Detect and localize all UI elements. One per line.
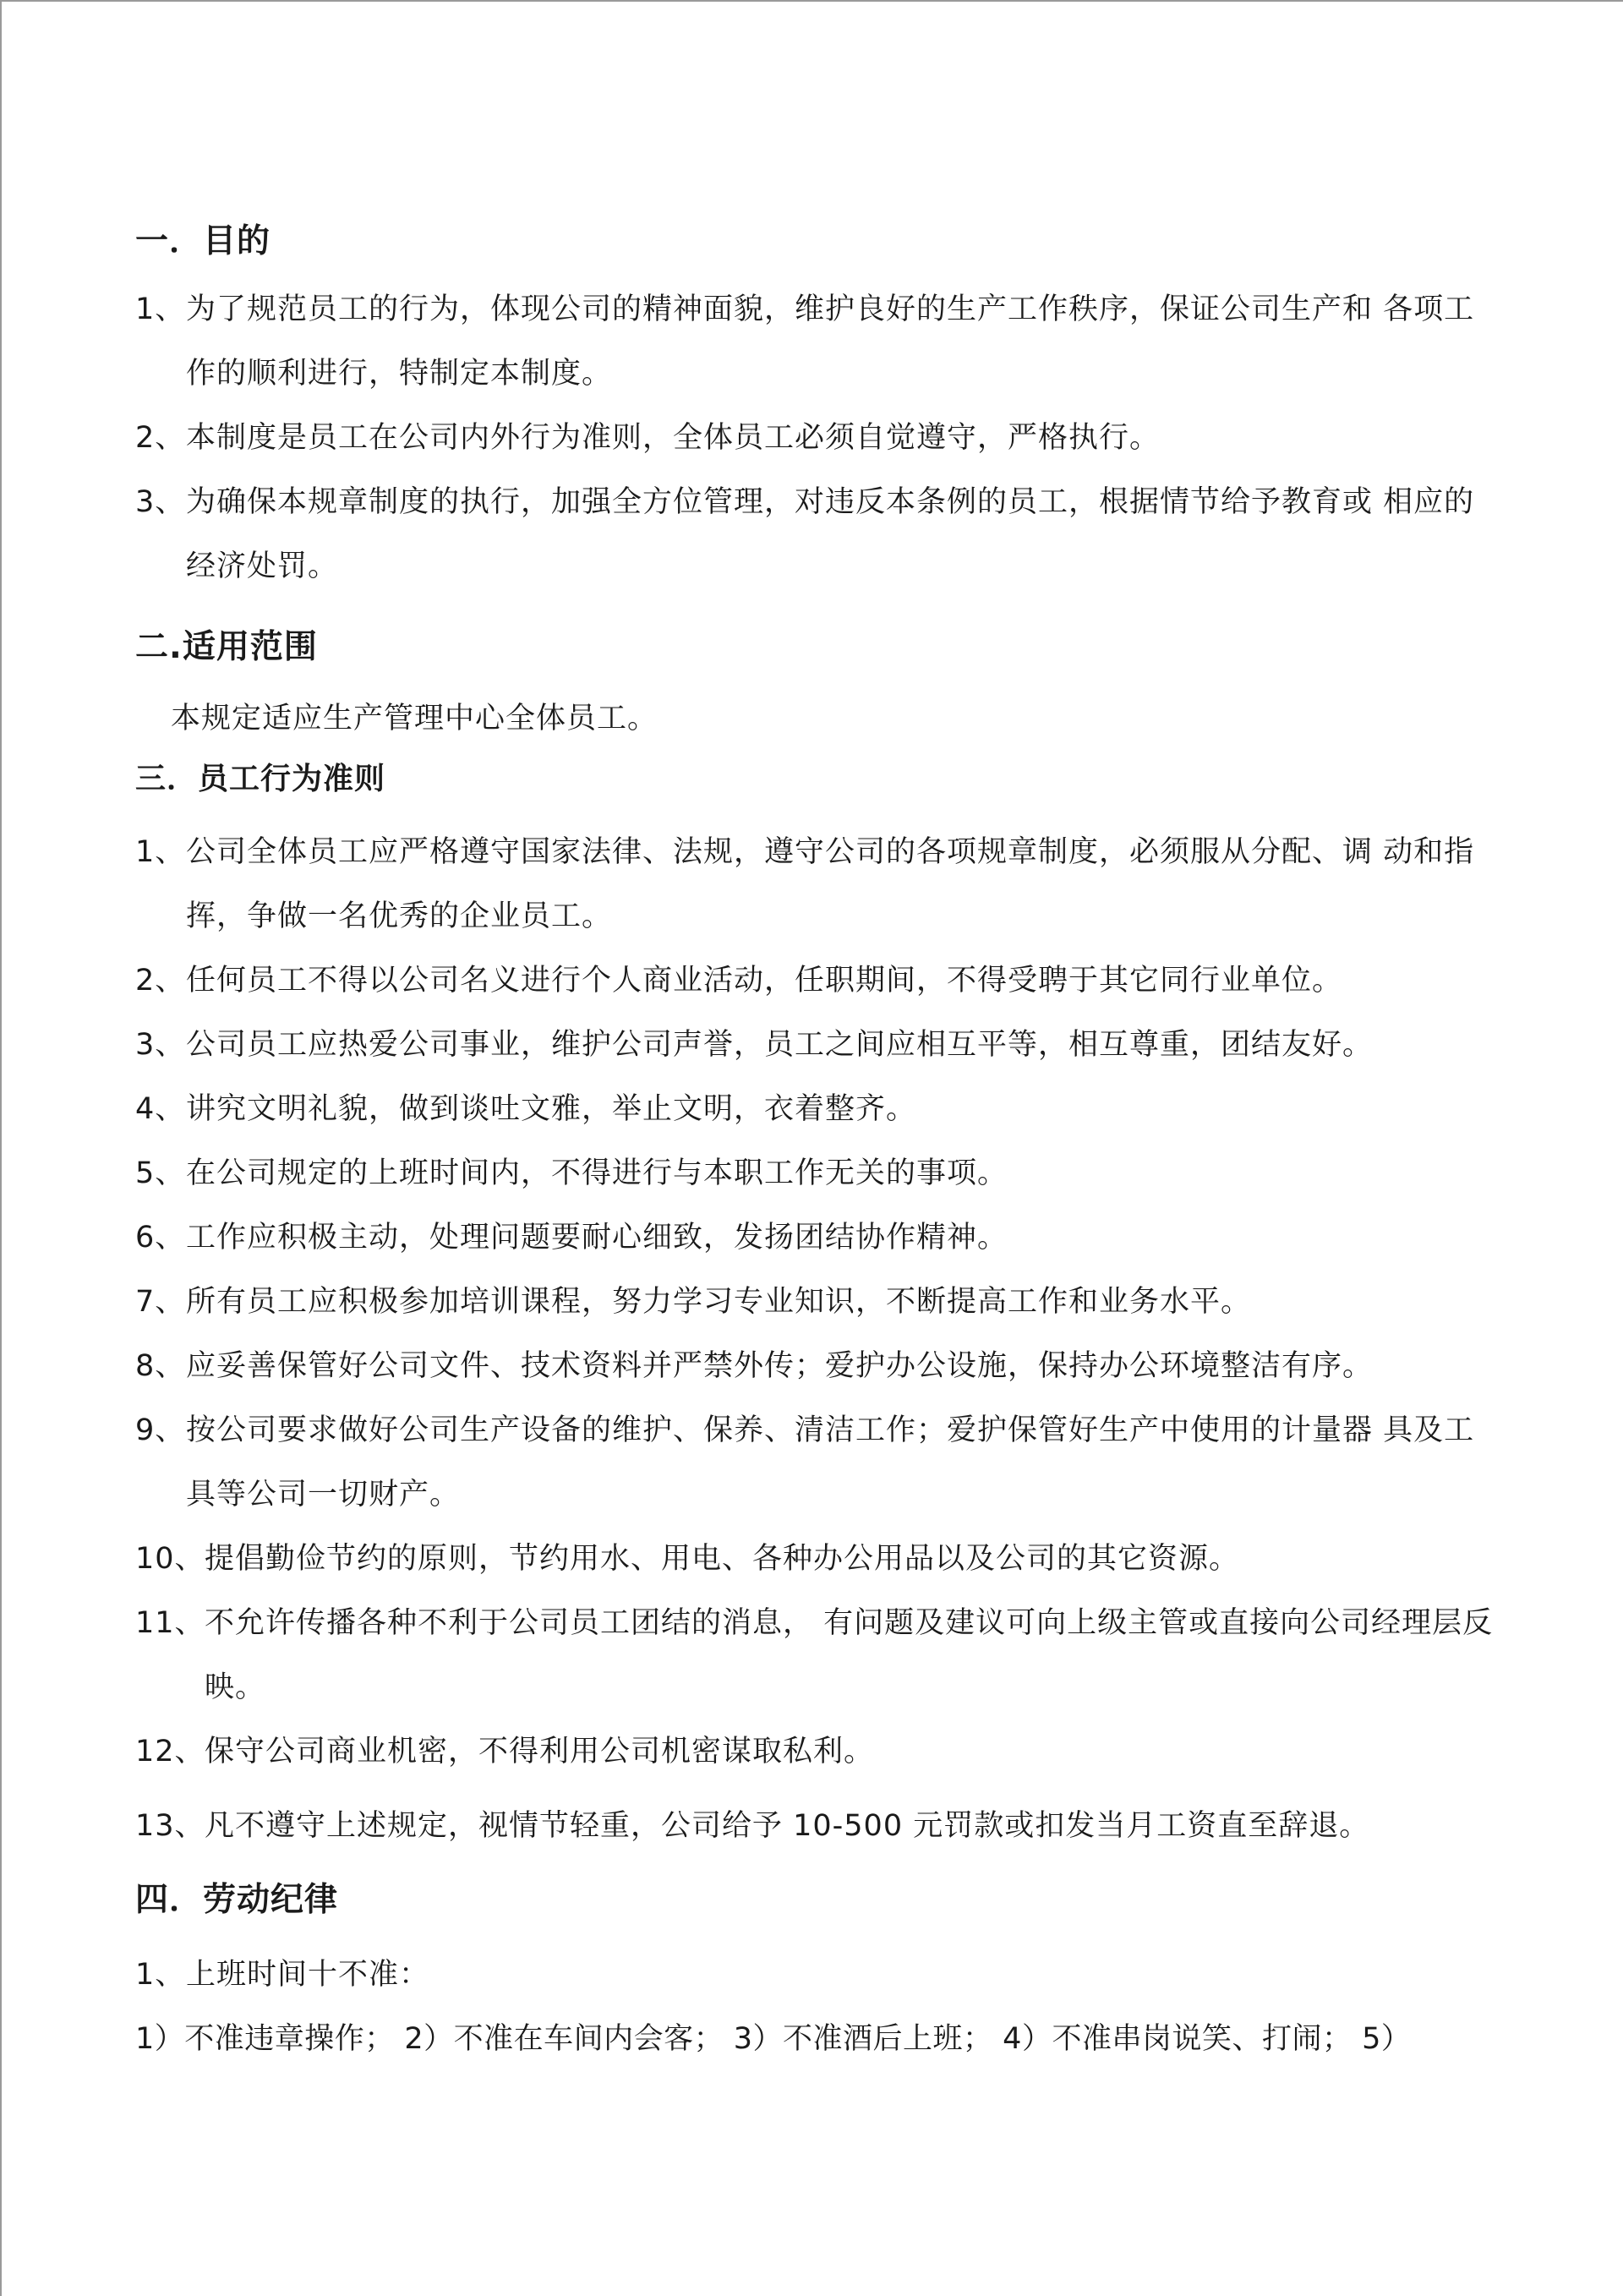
list-item-text: 为了规范员工的行为，体现公司的精神面貌，维护良好的生产工作秩序，保证公司生产和 各项工作的顺利进行，特制定本制度。 — [186, 292, 1475, 391]
list-item-number: 3、 — [135, 1028, 186, 1062]
list-item-text: 本制度是员工在公司内外行为准则，全体员工必须自觉遵守，严格执行。 — [186, 421, 1161, 455]
list-item-number: 4、 — [135, 1092, 186, 1126]
list-item-text: 工作应积极主动，处理问题要耐心细致，发扬团结协作精神。 — [186, 1221, 1008, 1255]
list-item-text: 上班时间十不准： — [186, 1958, 430, 1992]
list-item-text: 公司员工应热爱公司事业，维护公司声誉，员工之间应相互平等，相互尊重，团结友好。 — [186, 1028, 1374, 1062]
list-item-number: 7、 — [135, 1285, 186, 1319]
list-item-text: 按公司要求做好公司生产设备的维护、保养、清洁工作；爱护保管好生产中使用的计量器 具及工具等公司一切财产。 — [186, 1413, 1475, 1512]
list-item-number: 5、 — [135, 1156, 186, 1190]
list-item — [135, 948, 1505, 1013]
list-item-text: 公司全体员工应严格遵守国家法律、法规，遵守公司的各项规章制度，必须服从分配、调 动和指挥，争做一名优秀的企业员工。 — [186, 835, 1475, 933]
section-heading-purpose: 一．目的 — [135, 222, 271, 260]
list-item — [135, 1794, 1505, 1858]
list-item-text: 提倡勤俭节约的原则，节约用水、用电、各种办公用品以及公司的其它资源。 — [205, 1542, 1240, 1576]
list-item-text: 应妥善保管好公司文件、技术资料并严禁外传；爱护办公设施，保持办公环境整洁有序。 — [186, 1349, 1374, 1383]
list-item-number: 1、 — [135, 292, 186, 326]
list-item-text: 在公司规定的上班时间内，不得进行与本职工作无关的事项。 — [186, 1156, 1008, 1190]
list-item-number: 2、 — [135, 421, 186, 455]
list-item — [135, 470, 1505, 599]
page-border-top — [0, 0, 1623, 2]
scope-text: 本规定适应生产管理中心全体员工。 — [171, 702, 658, 735]
list-item — [135, 1943, 1505, 2007]
section-heading-scope: 二.适用范围 — [135, 628, 318, 666]
list-item-text: 不允许传播各种不利于公司员工团结的消息， 有问题及建议可向上级主管或直接向公司经理层反映。 — [205, 1606, 1494, 1704]
list-item — [135, 1719, 1505, 1784]
list-item-number: 2、 — [135, 964, 186, 998]
list-item-number: 6、 — [135, 1221, 186, 1255]
list-item-text: 保守公司商业机密，不得利用公司机密谋取私利。 — [205, 1735, 875, 1768]
list-item — [135, 1527, 1505, 1591]
section-heading-conduct: 三．员工行为准则 — [135, 762, 386, 796]
list-item-number: 12、 — [135, 1735, 205, 1768]
list-item — [135, 1398, 1505, 1527]
list-item-text: 凡不遵守上述规定，视情节轻重，公司给予 10-500 元罚款或扣发当月工资直至辞退。 — [205, 1809, 1370, 1843]
list-item — [135, 406, 1505, 470]
list-item-text: 所有员工应积极参加培训课程，努力学习专业知识，不断提高工作和业务水平。 — [186, 1285, 1252, 1319]
list-item — [135, 277, 1505, 406]
list-item-number: 9、 — [135, 1413, 186, 1447]
list-item-number: 10、 — [135, 1542, 205, 1576]
list-item — [135, 1205, 1505, 1270]
list-item — [135, 1270, 1505, 1334]
list-item-number: 13、 — [135, 1809, 205, 1843]
list-item — [135, 1077, 1505, 1141]
section-heading-discipline: 四．劳动纪律 — [135, 1881, 339, 1919]
list-item-number: 1、 — [135, 835, 186, 869]
list-item-text: 为确保本规章制度的执行，加强全方位管理，对违反本条例的员工，根据情节给予教育或 相应的经济处罚。 — [186, 485, 1475, 583]
list-item-number: 11、 — [135, 1606, 205, 1640]
list-item-number: 3、 — [135, 485, 186, 519]
list-item — [135, 1591, 1505, 1719]
list-item-number: 1、 — [135, 1958, 186, 1992]
discipline-rules-line: 1）不准违章操作； 2）不准在车间内会客； 3）不准酒后上班； 4）不准串岗说笑、打闹； 5） — [135, 2022, 1412, 2056]
list-item — [135, 1334, 1505, 1398]
list-item-text: 讲究文明礼貌，做到谈吐文雅，举止文明，衣着整齐。 — [186, 1092, 917, 1126]
list-item-text: 任何员工不得以公司名义进行个人商业活动，任职期间，不得受聘于其它同行业单位。 — [186, 964, 1343, 998]
list-item — [135, 1141, 1505, 1205]
list-item — [135, 1013, 1505, 1077]
list-item-number: 8、 — [135, 1349, 186, 1383]
list-item — [135, 820, 1505, 948]
page-border-left — [0, 0, 2, 2296]
document-page — [135, 218, 1505, 2071]
